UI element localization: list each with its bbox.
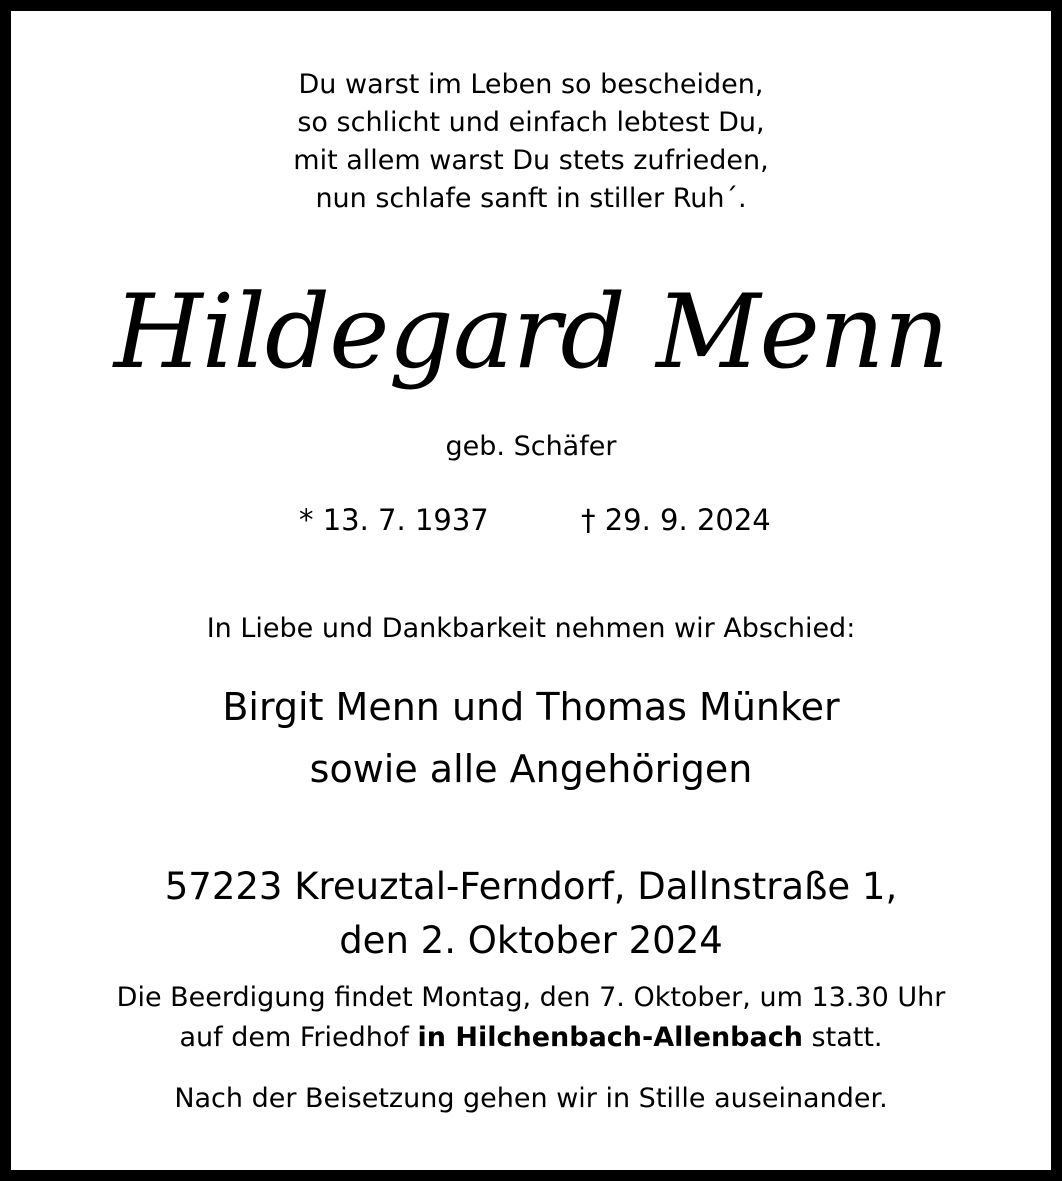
poem-line: mit allem warst Du stets zufrieden,: [293, 145, 769, 176]
mourner-line: sowie alle Angehörigen: [309, 747, 753, 791]
mourners: [11, 676, 1051, 800]
address-date: den 2. Oktober 2024: [339, 919, 723, 962]
farewell-intro: In Liebe und Dankbarkeit nehmen wir Abschied:: [206, 613, 856, 644]
poem: [11, 66, 1051, 218]
closing-note: Nach der Beisetzung gehen wir in Stille auseinander.: [174, 1083, 888, 1114]
funeral-suffix: statt.: [802, 1022, 883, 1053]
funeral-line-1: Die Beerdigung findet Montag, den 7. Oktober, um 13.30 Uhr: [116, 982, 946, 1013]
poem-line: Du warst im Leben so bescheiden,: [298, 69, 764, 100]
life-dates: [11, 500, 1051, 540]
funeral-location: in Hilchenbach-Allenbach: [417, 1022, 803, 1053]
death-date: † 29. 9. 2024: [581, 503, 771, 537]
birth-name: geb. Schäfer: [445, 431, 617, 462]
mourner-line: Birgit Menn und Thomas Münker: [222, 685, 840, 729]
funeral-prefix: auf dem Friedhof: [179, 1022, 418, 1053]
address: [11, 860, 1051, 968]
funeral-line-2: [11, 1018, 1051, 1058]
poem-line: nun schlafe sanft in stiller Ruh´.: [315, 183, 747, 214]
deceased-name: Hildegard Menn: [113, 273, 949, 392]
funeral-info: [11, 978, 1051, 1058]
birth-date: * 13. 7. 1937: [299, 503, 489, 537]
address-line: 57223 Kreuztal-Ferndorf, Dallnstraße 1,: [164, 865, 898, 908]
poem-line: so schlicht und einfach lebtest Du,: [297, 107, 765, 138]
